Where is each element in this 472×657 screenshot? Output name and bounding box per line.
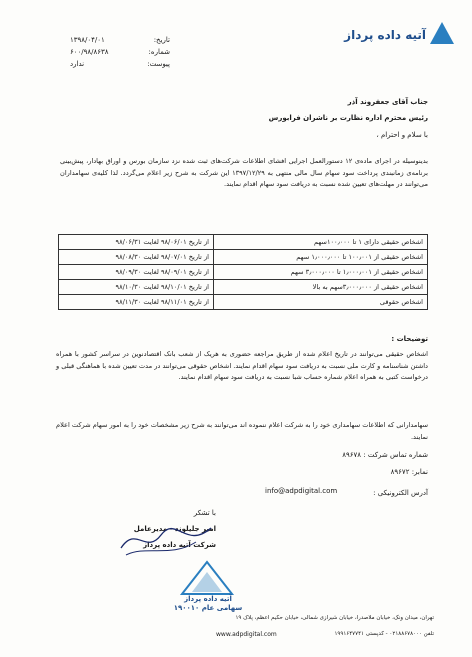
period-cell: از تاریخ ۹۸/۰۷/۰۱ لغایت ۹۸/۰۸/۳۰	[59, 250, 214, 265]
table-row	[59, 295, 428, 310]
company-name: آتیه داده پرداز	[344, 28, 426, 42]
closing-text: با تشکر	[193, 509, 216, 517]
signer-name: امیر جلیلوند - مدیرعامل	[133, 525, 216, 533]
signer-company: شرکت آتیه داده پرداز	[143, 541, 216, 549]
dividend-schedule-table	[58, 234, 428, 310]
triangle-logo-icon	[430, 22, 454, 44]
attachment-row	[70, 58, 170, 70]
footer-contact: تلفن ۰۲۱۸۸۶۷۸۰۰۰ - کدپستی ۱۹۹۱۶۴۷۷۴۱	[334, 631, 434, 637]
period-cell: از تاریخ ۹۸/۱۰/۰۱ لغایت ۹۸/۱۰/۳۰	[59, 280, 214, 295]
footer-address: تهران، میدان ونک، خیابان ملاصدرا، خیابان شیرازی شمالی، خیابان حکیم اعظم، پلاک ۱۹	[235, 615, 434, 621]
footer-website[interactable]: www.adpdigital.com	[216, 631, 277, 638]
recipient-title: رئیس محترم اداره نظارت بر ناشران فرابورس	[268, 114, 428, 122]
number-row	[70, 46, 170, 58]
stamp-line-2: سهامی عام ۱۹۰۰۱۰	[173, 604, 243, 612]
table-row	[59, 250, 428, 265]
stamp-line-1: آتیه داده پرداز	[184, 595, 232, 603]
table-row	[59, 235, 428, 250]
email-link[interactable]: info@adpdigital.com	[265, 487, 338, 495]
period-cell: از تاریخ ۹۸/۰۹/۰۱ لغایت ۹۸/۰۹/۳۰	[59, 265, 214, 280]
handwritten-signature	[116, 520, 216, 560]
notes-title: توضیحات :	[391, 335, 428, 343]
company-phone: شماره تماس شرکت : ۸۹۶۷۸	[342, 451, 428, 459]
company-logo	[318, 20, 458, 56]
holder-cell: اشخاص حقیقی دارای ۱ تا ۱۰۰٫۰۰۰سهم	[213, 235, 427, 250]
holder-cell: اشخاص حقوقی	[213, 295, 427, 310]
greeting: با سلام و احترام ،	[376, 131, 428, 139]
email-label: آدرس الکترونیکی :	[373, 489, 428, 497]
attachment-value: ندارد	[70, 60, 85, 68]
attachment-label: پیوست:	[147, 60, 170, 68]
stamp-text	[168, 595, 248, 613]
number-label: شماره:	[148, 48, 170, 56]
period-cell: از تاریخ ۹۸/۱۱/۰۱ لغایت ۹۸/۱۱/۳۰	[59, 295, 214, 310]
date-value: ۱۳۹۸/۰۴/۰۱	[70, 36, 105, 44]
table-row	[59, 265, 428, 280]
notes-paragraph-1: اشخاص حقیقی می‌توانند در تاریخ اعلام شده از طریق مراجعه حضوری به هریک از شعب بانک اقتصادنوین در سراسر کشور با همراه داشتن شناسنامه و کارت ملی نسبت به دریافت سود سهام اقدام نمایند. اشخاص حقوقی می‌توانند در مدت تعیین شده با هماهنگی قبلی و درخواست کتبی به همراه اعلام شماره حساب شبا نسبت به دریافت سود سهام اقدام نمایند.	[56, 350, 428, 381]
holder-cell: اشخاص حقیقی از ۳٫۰۰۰٫۰۰۰سهم به بالا	[213, 280, 427, 295]
date-label: تاریخ:	[153, 36, 170, 44]
period-cell: از تاریخ ۹۸/۰۶/۰۱ لغایت ۹۸/۰۶/۳۱	[59, 235, 214, 250]
holder-cell: اشخاص حقیقی از ۱٫۰۰۰٫۰۰۱ تا ۳٫۰۰۰٫۰۰۰ سهم	[213, 265, 427, 280]
number-value: ۶۰۰/۹۸/۸۶۳۸	[70, 48, 109, 56]
table-row	[59, 280, 428, 295]
recipient-name: جناب آقای جعفروند آذر	[347, 98, 428, 106]
company-fax: نمابر: ۸۹۶۷۲	[390, 468, 428, 476]
date-row	[70, 34, 170, 46]
holder-cell: اشخاص حقیقی از ۱۰۰٫۰۰۱ تا ۱٫۰۰۰٫۰۰۰ سهم	[213, 250, 427, 265]
letter-meta	[70, 34, 170, 70]
body-paragraph: بدینوسیله در اجرای ماده‌ی ۱۲ دستورالعمل اجرایی افشای اطلاعات شرکت‌های ثبت شده نزد سازمان بورس و اوراق بهادار، پیش‌بینی برنامه‌ی زمانبندی پرداخت سود سهام سال مالی منتهی به ۱۳۹۷/۱۲/۲۹ این شرکت به شرح زیر اعلام می‌گردد. لذا کلیه‌ی سهامداران می‌توانند در مهلت‌های تعیین شده نسبت به دریافت سود سهام اقدام نمایند.	[60, 157, 428, 188]
notes-paragraph-2: سهامدارانی که اطلاعات سهامداری خود را به شرکت اعلام ننموده اند می‌توانند به شرح زیر مشخصات خود را به امور سهام شرکت اعلام نمایند.	[56, 421, 428, 441]
